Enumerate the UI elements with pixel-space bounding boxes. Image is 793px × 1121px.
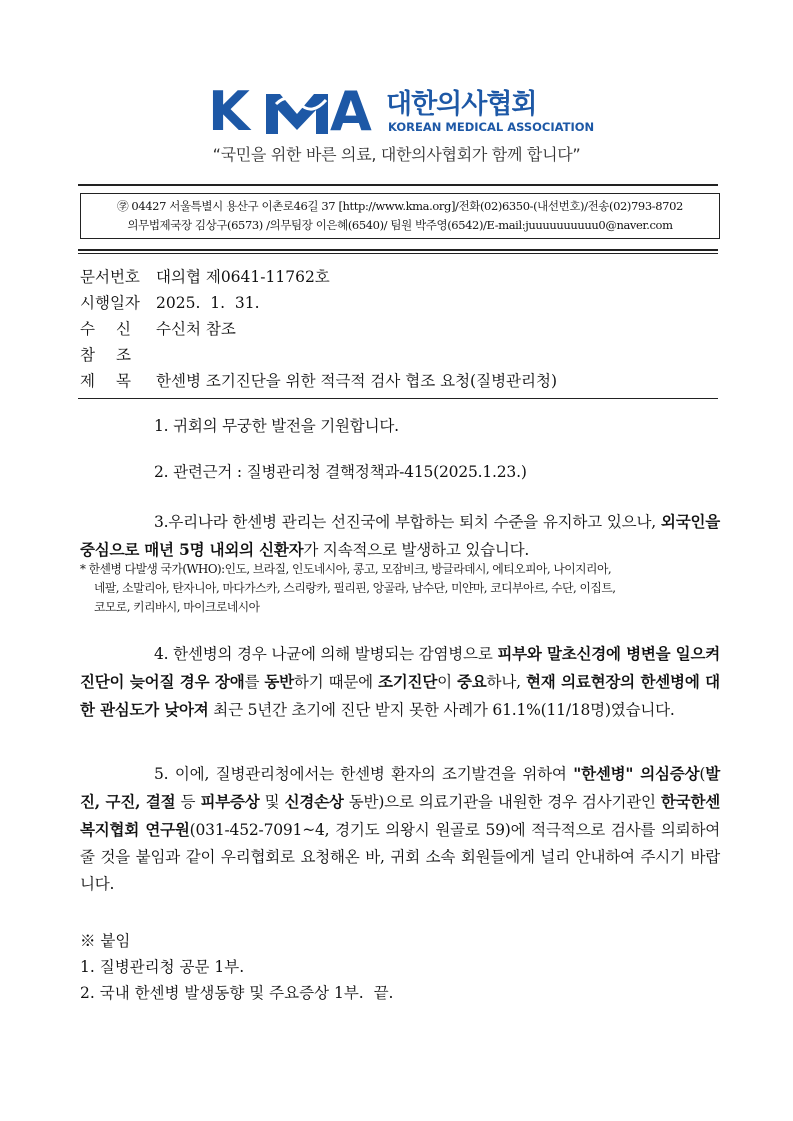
p4-text-2: 를	[244, 673, 265, 691]
address-divider-top	[78, 249, 718, 251]
slogan: “국민을 위한 바른 의료, 대한의사협회가 함께 합니다”	[212, 145, 581, 164]
paragraph-5	[80, 760, 720, 898]
p4-bold-lesion: 피부와 말초신경에 병변을 일으켜 진단이 늦어질 경우 장애	[80, 644, 720, 691]
logo-letter-k: K	[208, 80, 247, 143]
p5-text-6: (031-452-7091~4, 경기도 의왕시 원골로 59)에 적극적으로 검사를 의뢰하여 줄 것을 붙임과 같이 우리협회로 요청해온 바, 귀회 소속 회원들에게 널리 안내하여 주시기 바랍니다.	[80, 821, 721, 893]
p5-bold-signs: 발진, 구진, 결절	[80, 764, 720, 811]
p4-text-3: 하기 때문에	[293, 673, 379, 691]
paragraph-3-text-c: 가 지속적으로 발생하고 있습니다.	[303, 541, 530, 559]
p4-text-6: 최근 5년간 초기에 진단 받지 못한 사례가 61.1%(11/18명)였습니다.	[208, 701, 675, 719]
paragraph-2	[80, 459, 720, 486]
reference-label: 참조	[80, 346, 152, 364]
doc-number: 대의협 제0641-11762호	[156, 268, 330, 286]
country-note	[80, 560, 720, 617]
p5-text: 5. 이에, 질병관리청에서는 한센병 환자의 조기발견을 위하여	[154, 765, 574, 783]
paragraph-3	[80, 508, 720, 564]
address-box	[80, 193, 720, 239]
p5-text-3: 등	[175, 793, 201, 811]
attachment-item-2: 2. 국내 한센병 발생동향 및 주요증상 1부. 끝.	[80, 984, 394, 1002]
address-divider-bottom	[78, 253, 718, 254]
p5-bold-institute: 한국한센복지협회 연구원	[80, 792, 720, 839]
attachments-heading: ※ 붙임	[80, 932, 131, 950]
paragraph-2-text: 2. 관련근거 : 질병관리청 결핵정책과-415(2025.1.23.)	[154, 463, 527, 481]
recipient-label: 수신	[80, 320, 152, 338]
p4-text-5: 하나,	[486, 673, 526, 691]
date-label: 시행일자	[80, 294, 140, 312]
recipient-value: 수신처 참조	[156, 320, 236, 338]
org-name-english: KOREAN MEDICAL ASSOCIATION	[388, 120, 595, 134]
country-note-line-3: 코모로, 키리바시, 마이크로네시아	[94, 600, 260, 614]
p4-bold-interest: 현재 의료현장의 한센병에 대한 관심도가 낮아져	[80, 672, 720, 719]
header-divider	[78, 184, 718, 186]
subject-label: 제목	[80, 372, 152, 390]
p5-text-4: 및	[259, 793, 285, 811]
kma-logo	[208, 80, 595, 143]
subject-row	[80, 368, 557, 394]
p4-bold-accompany: 동반	[264, 672, 294, 691]
doc-number-row	[80, 264, 330, 290]
attachment-item-1: 1. 질병관리청 공문 1부.	[80, 958, 245, 976]
reference-row	[80, 342, 156, 368]
p5-text-2: (	[699, 765, 706, 783]
meta-divider	[78, 398, 718, 399]
doc-number-label: 문서번호	[80, 268, 140, 286]
p4-bold-important: 중요	[457, 672, 487, 691]
logo-letter-a: A	[330, 80, 369, 143]
date-value: 2025. 1. 31.	[156, 294, 260, 312]
p5-text-5: 동반)으로 의료기관을 내원한 경우 검사기관인	[343, 793, 661, 811]
subject-value: 한센병 조기진단을 위한 적극적 검사 협조 요청(질병관리청)	[156, 372, 558, 390]
paragraph-1	[80, 413, 720, 440]
p4-text-4: 이	[437, 673, 457, 691]
country-note-line-1: * 한센병 다발생 국가(WHO):인도, 브라질, 인도네시아, 콩고, 모잠비크, 방글라데시, 에티오피아, 나이지리아,	[80, 562, 612, 576]
paragraph-3-text-a: 3.우리나라 한센병 관리는 선진국에 부합하는 퇴치 수준을 유지하고 있으나,	[154, 513, 656, 531]
p4-bold-early-diagnosis: 조기진단	[378, 672, 438, 691]
p5-bold-skin: 피부증상	[200, 792, 260, 811]
paragraph-4	[80, 640, 720, 724]
org-name-korean: 대한의사협회	[386, 89, 537, 120]
p4-text: 4. 한센병의 경우 나균에 의해 발병되는 감염병으로	[154, 645, 498, 663]
paragraph-3-emphasis: 외국인을 중심으로 매년 5명 내외의 신환자	[80, 512, 721, 559]
address-line-1: ㊫ 04427 서울특별시 용산구 이촌로46길 37 [http://www.kma.org]/전화(02)6350-(내선번호)/전송(02)793-8702	[117, 199, 683, 213]
country-note-line-2: 네팔, 소말리아, 탄자니아, 마다가스카, 스리랑카, 필리핀, 앙골라, 남수단, 미얀마, 코디부아르, 수단, 이집트,	[94, 581, 616, 595]
p5-bold-nerve: 신경손상	[284, 792, 344, 811]
recipient-row	[80, 316, 236, 342]
date-row	[80, 290, 260, 316]
p5-bold-symptom: "한센병" 의심증상	[573, 764, 700, 783]
address-line-2: 의무법제국장 김상구(6573) /의무팀장 이은혜(6540)/ 팀원 박주영(6542)/E-mail:juuuuuuuuuu0@naver.com	[127, 218, 673, 232]
paragraph-1-text: 1. 귀회의 무궁한 발전을 기원합니다.	[154, 417, 399, 435]
logo-letter-m	[266, 90, 328, 134]
